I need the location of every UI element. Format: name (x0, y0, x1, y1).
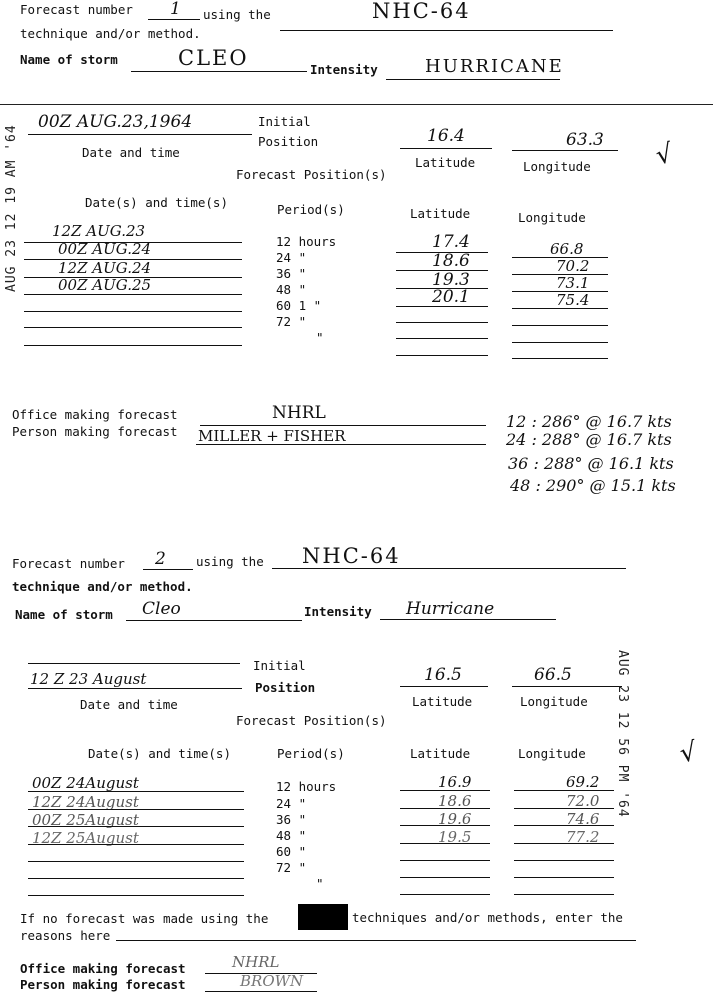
forecast-row-2-datetime[interactable]: 00Z AUG.24 (58, 240, 152, 258)
period-extra: " (316, 330, 324, 345)
dates-times-header-2: Date(s) and time(s) (88, 746, 231, 761)
intensity-label-2: Intensity (304, 604, 372, 619)
using-the-label-2: using the (196, 554, 264, 569)
initial-latitude-value[interactable]: 16.4 (427, 126, 465, 146)
period-72-2: 72 " (276, 860, 307, 875)
period-header: Period(s) (277, 202, 345, 217)
forecast-row-4-longitude-2[interactable]: 77.2 (566, 828, 600, 846)
period-60-2: 60 " (276, 844, 307, 859)
position-label-2: Position (255, 680, 316, 695)
latitude-header: Latitude (410, 206, 471, 221)
forecast-row-1-latitude[interactable]: 17.4 (432, 232, 470, 252)
redaction-box (298, 904, 348, 930)
office-value-2[interactable]: NHRL (232, 953, 280, 971)
initial-label-2: Initial (253, 658, 306, 673)
period-36: 36 " (276, 266, 307, 281)
forecast-row-1-longitude[interactable]: 66.8 (550, 240, 584, 258)
forecast-number-label-2: Forecast number (12, 556, 125, 571)
dates-times-header: Date(s) and time(s) (85, 195, 228, 210)
initial-datetime-value-2[interactable]: 12 Z 23 August (30, 670, 147, 688)
forecast-number-value-2[interactable]: 2 (155, 549, 166, 569)
intensity-value[interactable]: HURRICANE (425, 56, 564, 77)
forecast-row-3-longitude[interactable]: 73.1 (556, 274, 590, 292)
person-value[interactable]: MILLER + FISHER (198, 427, 346, 445)
check-mark-icon-2: √ (677, 736, 700, 770)
person-value-2[interactable]: BROWN (240, 972, 304, 990)
period-72: 72 " (276, 314, 307, 329)
technique-value-2[interactable]: NHC-64 (302, 544, 401, 568)
initial-label: Initial (258, 114, 311, 129)
period-60: 60 1 " (276, 298, 322, 313)
initial-longitude-value[interactable]: 63.3 (566, 130, 604, 150)
person-label-2: Person making forecast (20, 977, 186, 992)
forecast-row-2-latitude[interactable]: 18.6 (432, 251, 470, 271)
latitude-header-2: Latitude (410, 746, 471, 761)
forecast-row-3-longitude-2[interactable]: 74.6 (566, 810, 600, 828)
motion-note-12: 12 : 286° @ 16.7 kts (506, 412, 672, 431)
date-time-label-2: Date and time (80, 697, 178, 712)
office-value[interactable]: NHRL (272, 403, 326, 423)
forecast-number-label: Forecast number (20, 2, 133, 17)
forecast-row-3-datetime-2[interactable]: 00Z 25August (32, 811, 139, 829)
storm-name-label: Name of storm (20, 52, 118, 67)
period-12: 12 hours (276, 234, 337, 249)
forecast-row-3-latitude[interactable]: 19.3 (432, 270, 470, 290)
received-stamp-2: AUG 23 12 56 PM '64 (615, 650, 630, 818)
period-36-2: 36 " (276, 812, 307, 827)
storm-name-label-2: Name of storm (15, 607, 113, 622)
latitude-label-2: Latitude (412, 694, 473, 709)
longitude-label-2: Longitude (520, 694, 588, 709)
forecast-row-3-latitude-2[interactable]: 19.6 (438, 810, 472, 828)
forecast-positions-label-2: Forecast Position(s) (236, 713, 387, 728)
intensity-value-2[interactable]: Hurricane (406, 599, 495, 619)
technique-suffix-2: technique and/or method. (12, 579, 193, 594)
forecast-row-4-latitude[interactable]: 20.1 (432, 287, 470, 307)
longitude-header-2: Longitude (518, 746, 586, 761)
period-24-2: 24 " (276, 796, 307, 811)
forecast-row-1-datetime-2[interactable]: 00Z 24August (32, 774, 139, 792)
forecast-row-4-longitude[interactable]: 75.4 (556, 291, 590, 309)
date-time-label: Date and time (82, 145, 180, 160)
intensity-label: Intensity (310, 62, 378, 77)
forecast-row-1-longitude-2[interactable]: 69.2 (566, 773, 600, 791)
technique-suffix: technique and/or method. (20, 26, 201, 41)
person-label: Person making forecast (12, 424, 178, 439)
forecast-row-2-datetime-2[interactable]: 12Z 24August (32, 793, 139, 811)
initial-longitude-value-2[interactable]: 66.5 (534, 665, 572, 685)
initial-datetime-value[interactable]: 00Z AUG.23,1964 (38, 112, 193, 132)
longitude-header: Longitude (518, 210, 586, 225)
period-header-2: Period(s) (277, 746, 345, 761)
storm-name-value-2[interactable]: Cleo (142, 599, 181, 619)
initial-latitude-value-2[interactable]: 16.5 (424, 665, 462, 685)
forecast-positions-label: Forecast Position(s) (236, 167, 387, 182)
no-forecast-text-1: If no forecast was made using the (20, 911, 269, 926)
forecast-row-4-datetime-2[interactable]: 12Z 25August (32, 829, 139, 847)
forecast-row-2-longitude-2[interactable]: 72.0 (566, 792, 600, 810)
period-48-2: 48 " (276, 828, 307, 843)
latitude-label: Latitude (415, 155, 476, 170)
office-label: Office making forecast (12, 407, 178, 422)
check-mark-icon: √ (653, 138, 676, 172)
reasons-label: reasons here (20, 928, 111, 943)
storm-name-value[interactable]: CLEO (178, 46, 249, 70)
office-label-2: Office making forecast (20, 961, 186, 976)
period-24: 24 " (276, 250, 307, 265)
forecast-row-2-latitude-2[interactable]: 18.6 (438, 792, 472, 810)
forecast-row-4-latitude-2[interactable]: 19.5 (438, 828, 472, 846)
forecast-row-1-latitude-2[interactable]: 16.9 (438, 773, 472, 791)
using-the-label: using the (203, 7, 271, 22)
forecast-number-value[interactable]: 1 (170, 0, 181, 19)
period-extra-2: " (316, 876, 324, 891)
forecast-row-2-longitude[interactable]: 70.2 (556, 257, 590, 275)
motion-note-48: 48 : 290° @ 15.1 kts (510, 476, 676, 495)
forecast-row-1-datetime[interactable]: 12Z AUG.23 (52, 222, 146, 240)
technique-value[interactable]: NHC-64 (372, 0, 471, 23)
motion-note-24: 24 : 288° @ 16.7 kts (506, 430, 672, 449)
forecast-row-4-datetime[interactable]: 00Z AUG.25 (58, 276, 152, 294)
no-forecast-text-2: techniques and/or methods, enter the (352, 910, 623, 925)
longitude-label: Longitude (523, 159, 591, 174)
received-stamp: AUG 23 12 19 AM '64 (4, 124, 19, 292)
forecast-row-3-datetime[interactable]: 12Z AUG.24 (58, 259, 152, 277)
motion-note-36: 36 : 288° @ 16.1 kts (508, 454, 674, 473)
period-48: 48 " (276, 282, 307, 297)
period-12-2: 12 hours (276, 779, 337, 794)
position-label: Position (258, 134, 319, 149)
